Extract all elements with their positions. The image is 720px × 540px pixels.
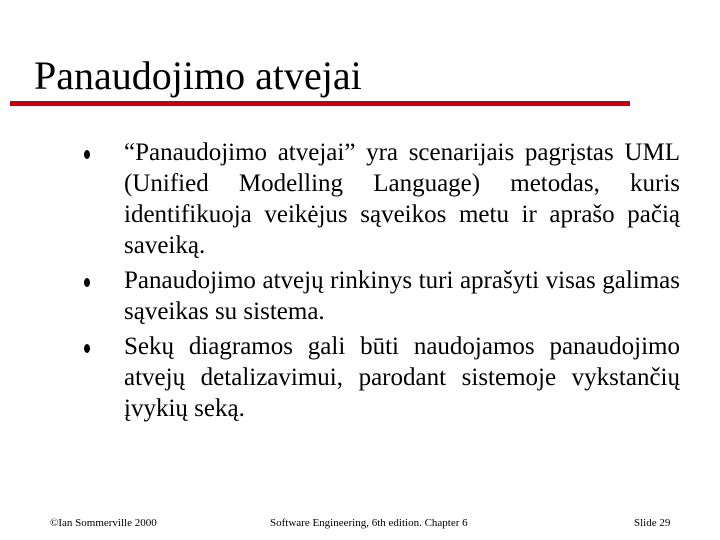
footer-slide-number: Slide 29 — [634, 517, 671, 529]
slide-title: Panaudojimo atvejai — [34, 53, 362, 98]
bullet-icon — [84, 150, 90, 159]
bullet-text: Panaudojimo atvejų rinkinys turi aprašyti visas galimas sąveikas su sistema. — [124, 267, 680, 325]
title-underline — [10, 101, 630, 106]
bullet-text: “Panaudojimo atvejai” yra scenarijais pagrįstas UML (Unified Modelling Language) metodas, kuris identifikuoja veikėjus sąveikos metu ir aprašo pačią saveiką. — [124, 139, 680, 259]
bullet-item — [84, 265, 680, 327]
footer-copyright: ©Ian Sommerville 2000 — [50, 517, 157, 529]
bullet-icon — [84, 278, 90, 287]
bullet-item — [84, 331, 680, 424]
footer-book-title: Software Engineering, 6th edition. Chapter 6 — [270, 517, 468, 529]
bullet-item — [84, 137, 680, 261]
bullet-list — [84, 137, 680, 428]
bullet-text: Sekų diagramos gali būti naudojamos panaudojimo atvejų detalizavimui, parodant sistemoje vykstančių įvykių seką. — [124, 333, 680, 422]
bullet-icon — [84, 344, 90, 353]
